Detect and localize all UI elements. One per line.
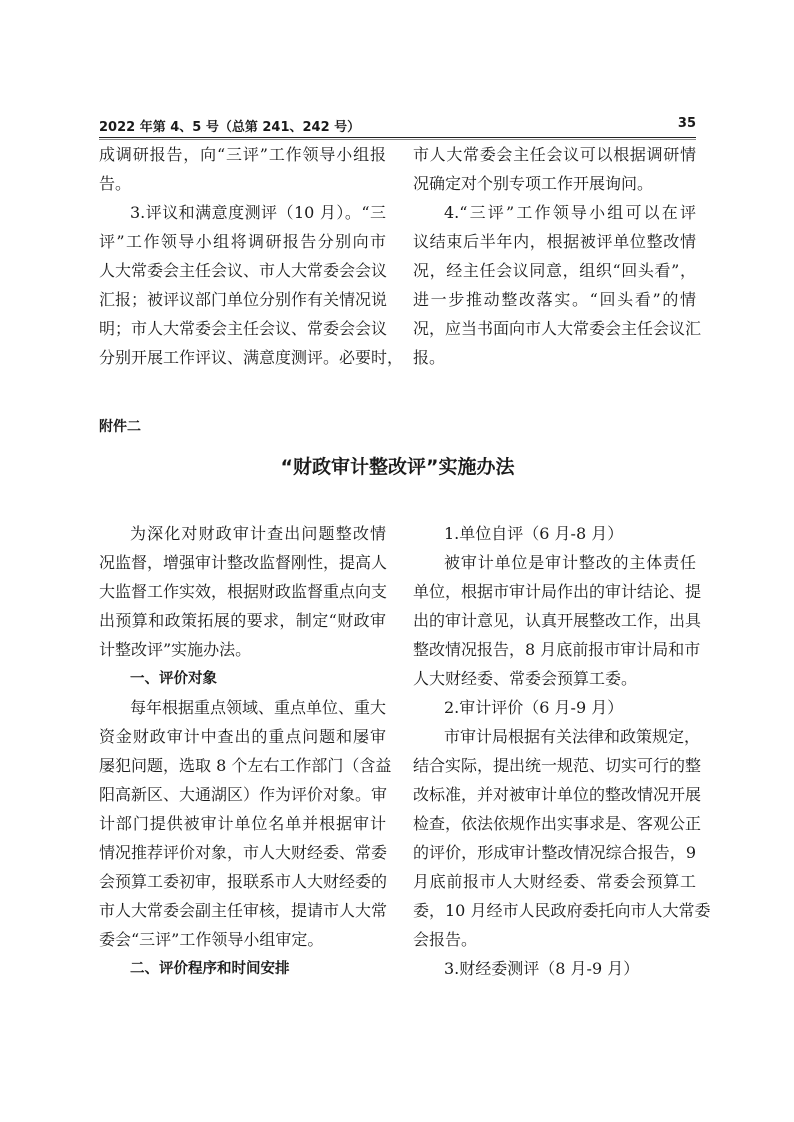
paragraph-line: 结合实际，提出统一规范、切实可行的整 <box>413 756 702 775</box>
page-number: 35 <box>677 116 696 131</box>
paragraph-line: 成调研报告，向“三评”工作领导小组报 <box>99 145 386 164</box>
paragraph-line: 出预算和政策拓展的要求，制定“财政审 <box>99 611 386 630</box>
paragraph-line: 人大常委会主任会议、市人大常委会会议 <box>99 261 388 280</box>
paragraph-line: 人大财经委、常委会预算工委。 <box>413 669 638 688</box>
paragraph-line: 报。 <box>413 348 446 367</box>
paragraph-line: 4.“三评”工作领导小组可以在评 <box>444 203 696 222</box>
paragraph-line: 汇报；被评议部门单位分别作有关情况说 <box>99 290 388 309</box>
paragraph-line: 资金财政审计中查出的重点问题和屡审 <box>99 727 386 746</box>
paragraph-line: 会预算工委初审，报联系市人大财经委的 <box>99 872 388 891</box>
paragraph-line: 明；市人大常委会主任会议、常委会会议 <box>99 319 388 338</box>
running-header <box>99 116 696 136</box>
paragraph-line: 检查，依法依规作出实事求是、客观公正 <box>413 814 702 833</box>
paragraph-line: 告。 <box>99 174 132 193</box>
paragraph-line: 每年根据重点领域、重点单位、重大 <box>130 698 387 717</box>
paragraph-line: 分别开展工作评议、满意度测评。必要时， <box>99 348 404 367</box>
header-rule-thin <box>99 139 696 140</box>
paragraph-line: 市人大常委会主任会议可以根据调研情 <box>413 145 696 164</box>
paragraph-line: 出的审计意见，认真开展整改工作，出具 <box>413 611 702 630</box>
paragraph-line: 计部门提供被审计单位名单并根据审计 <box>99 814 386 833</box>
paragraph-line: 会报告。 <box>413 930 478 949</box>
paragraph-line: 整改情况报告，8 月底前报市审计局和市 <box>413 640 701 659</box>
paragraph-line: 阳高新区、大通湖区）作为评价对象。审 <box>99 785 388 804</box>
paragraph-line: 的评价，形成审计整改情况综合报告，9 <box>413 843 696 862</box>
paragraph-line: 议结束后半年内，根据被评单位整改情 <box>413 232 696 251</box>
document-title: “财政审计整改评”实施办法 <box>280 456 515 478</box>
paragraph-line: 况，应当书面向市人大常委会主任会议汇 <box>413 319 702 338</box>
paragraph-line: 进一步推动整改落实。“回头看”的情 <box>413 290 696 309</box>
paragraph-line: 委，10 月经市人民政府委托向市人大常委 <box>413 901 711 920</box>
header-rule <box>99 137 696 138</box>
paragraph-line: 月底前报市人大财经委、常委会预算工 <box>413 872 696 891</box>
paragraph-line: 委会“三评”工作领导小组审定。 <box>99 930 324 949</box>
paragraph-line: 情况推荐评价对象，市人大财经委、常委 <box>99 843 388 862</box>
paragraph-line: 被审计单位是审计整改的主体责任 <box>444 553 696 572</box>
subsection-heading: 3.财经委测评（8 月-9 月） <box>444 959 640 978</box>
subsection-heading: 1.单位自评（6 月-8 月） <box>444 524 624 543</box>
issue-label: 2022 年第 4、5 号（总第 241、242 号） <box>99 120 361 135</box>
paragraph-line: 市审计局根据有关法律和政策规定， <box>444 727 701 746</box>
paragraph-line: 计整改评”实施办法。 <box>99 640 252 659</box>
annex-label: 附件二 <box>99 419 141 435</box>
subsection-heading: 2.审计评价（6 月-9 月） <box>444 698 624 717</box>
paragraph-line: 屡犯问题，选取 8 个左右工作部门（含益 <box>99 756 392 775</box>
paragraph-line: 改标准，并对被审计单位的整改情况开展 <box>413 785 702 804</box>
paragraph-line: 大监督工作实效，根据财政监督重点向支 <box>99 582 388 601</box>
section-heading: 一、评价对象 <box>130 671 217 687</box>
paragraph-line: 单位，根据市审计局作出的审计结论、提 <box>413 582 702 601</box>
section-heading: 二、评价程序和时间安排 <box>130 961 290 977</box>
paragraph-line: 为深化对财政审计查出问题整改情 <box>130 524 386 543</box>
paragraph-line: 况，经主任会议同意，组织“回头看”， <box>413 261 696 280</box>
paragraph-line: 市人大常委会副主任审核，提请市人大常 <box>99 901 388 920</box>
paragraph-line: 况监督，增强审计整改监督刚性，提高人 <box>99 553 388 572</box>
paragraph-line: 评”工作领导小组将调研报告分别向市 <box>99 232 386 251</box>
paragraph-line: 况确定对个别专项工作开展询问。 <box>413 174 654 193</box>
paragraph-line: 3.评议和满意度测评（10 月）。“三 <box>130 203 386 222</box>
